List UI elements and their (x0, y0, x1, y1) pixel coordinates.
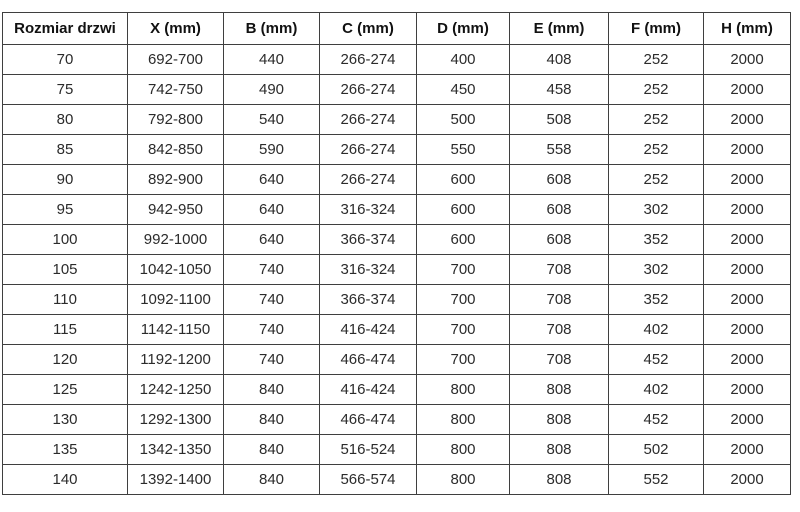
table-cell: 700 (417, 345, 510, 375)
table-cell: 600 (417, 165, 510, 195)
table-cell: 302 (609, 195, 704, 225)
table-cell: 352 (609, 225, 704, 255)
table-cell: 640 (224, 165, 320, 195)
table-cell: 840 (224, 465, 320, 495)
table-cell: 70 (3, 45, 128, 75)
table-cell: 2000 (704, 225, 791, 255)
table-cell: 566-574 (320, 465, 417, 495)
table-row (3, 165, 791, 195)
table-cell: 1142-1150 (128, 315, 224, 345)
table-cell: 1092-1100 (128, 285, 224, 315)
table-cell: 708 (510, 255, 609, 285)
table-cell: 600 (417, 195, 510, 225)
table-cell: 740 (224, 315, 320, 345)
table-cell: 1292-1300 (128, 405, 224, 435)
table-cell: 550 (417, 135, 510, 165)
table-cell: 2000 (704, 165, 791, 195)
table-cell: 552 (609, 465, 704, 495)
table-row (3, 225, 791, 255)
table-cell: 590 (224, 135, 320, 165)
column-header: B (mm) (224, 13, 320, 45)
table-cell: 352 (609, 285, 704, 315)
table-cell: 105 (3, 255, 128, 285)
table-cell: 466-474 (320, 405, 417, 435)
table-cell: 700 (417, 285, 510, 315)
table-cell: 266-274 (320, 135, 417, 165)
table-cell: 800 (417, 465, 510, 495)
table-cell: 692-700 (128, 45, 224, 75)
door-sizes-table-container (2, 12, 791, 495)
table-cell: 125 (3, 375, 128, 405)
table-cell: 252 (609, 45, 704, 75)
column-header: C (mm) (320, 13, 417, 45)
table-cell: 840 (224, 405, 320, 435)
table-cell: 110 (3, 285, 128, 315)
table-cell: 1242-1250 (128, 375, 224, 405)
column-header: F (mm) (609, 13, 704, 45)
table-cell: 252 (609, 75, 704, 105)
table-row (3, 285, 791, 315)
table-cell: 2000 (704, 315, 791, 345)
table-cell: 708 (510, 345, 609, 375)
column-header: H (mm) (704, 13, 791, 45)
table-cell: 840 (224, 435, 320, 465)
table-cell: 558 (510, 135, 609, 165)
table-cell: 1192-1200 (128, 345, 224, 375)
table-cell: 600 (417, 225, 510, 255)
table-cell: 2000 (704, 285, 791, 315)
table-cell: 402 (609, 375, 704, 405)
table-body (3, 45, 791, 495)
table-cell: 252 (609, 165, 704, 195)
table-cell: 450 (417, 75, 510, 105)
table-cell: 302 (609, 255, 704, 285)
table-cell: 640 (224, 225, 320, 255)
table-cell: 742-750 (128, 75, 224, 105)
column-header: X (mm) (128, 13, 224, 45)
table-cell: 2000 (704, 405, 791, 435)
table-cell: 640 (224, 195, 320, 225)
table-row (3, 195, 791, 225)
table-cell: 808 (510, 465, 609, 495)
table-cell: 252 (609, 105, 704, 135)
table-row (3, 435, 791, 465)
column-header: E (mm) (510, 13, 609, 45)
table-row (3, 105, 791, 135)
table-cell: 808 (510, 375, 609, 405)
table-cell: 130 (3, 405, 128, 435)
table-cell: 892-900 (128, 165, 224, 195)
table-cell: 1392-1400 (128, 465, 224, 495)
table-cell: 502 (609, 435, 704, 465)
table-cell: 708 (510, 315, 609, 345)
table-cell: 740 (224, 345, 320, 375)
table-cell: 135 (3, 435, 128, 465)
table-cell: 992-1000 (128, 225, 224, 255)
table-row (3, 345, 791, 375)
table-cell: 700 (417, 315, 510, 345)
table-cell: 792-800 (128, 105, 224, 135)
table-cell: 140 (3, 465, 128, 495)
table-cell: 416-424 (320, 315, 417, 345)
table-cell: 490 (224, 75, 320, 105)
column-header: D (mm) (417, 13, 510, 45)
table-cell: 366-374 (320, 285, 417, 315)
table-row (3, 75, 791, 105)
table-cell: 740 (224, 255, 320, 285)
table-cell: 402 (609, 315, 704, 345)
table-cell: 808 (510, 435, 609, 465)
table-header (3, 13, 791, 45)
table-cell: 608 (510, 165, 609, 195)
table-cell: 2000 (704, 255, 791, 285)
table-row (3, 255, 791, 285)
table-cell: 100 (3, 225, 128, 255)
table-cell: 2000 (704, 75, 791, 105)
door-sizes-table (2, 12, 791, 495)
table-cell: 2000 (704, 465, 791, 495)
table-cell: 840 (224, 375, 320, 405)
table-row (3, 465, 791, 495)
table-cell: 120 (3, 345, 128, 375)
table-cell: 516-524 (320, 435, 417, 465)
table-cell: 608 (510, 225, 609, 255)
table-cell: 608 (510, 195, 609, 225)
table-cell: 800 (417, 375, 510, 405)
table-cell: 266-274 (320, 165, 417, 195)
table-cell: 800 (417, 405, 510, 435)
table-cell: 90 (3, 165, 128, 195)
table-cell: 400 (417, 45, 510, 75)
table-cell: 508 (510, 105, 609, 135)
table-cell: 452 (609, 345, 704, 375)
table-cell: 266-274 (320, 105, 417, 135)
table-cell: 2000 (704, 45, 791, 75)
header-row (3, 13, 791, 45)
table-cell: 2000 (704, 105, 791, 135)
table-cell: 80 (3, 105, 128, 135)
table-cell: 458 (510, 75, 609, 105)
table-cell: 540 (224, 105, 320, 135)
table-row (3, 405, 791, 435)
table-cell: 452 (609, 405, 704, 435)
table-row (3, 45, 791, 75)
table-cell: 2000 (704, 375, 791, 405)
table-cell: 942-950 (128, 195, 224, 225)
table-cell: 842-850 (128, 135, 224, 165)
table-cell: 316-324 (320, 255, 417, 285)
table-row (3, 315, 791, 345)
table-cell: 2000 (704, 135, 791, 165)
table-cell: 440 (224, 45, 320, 75)
table-cell: 466-474 (320, 345, 417, 375)
table-cell: 75 (3, 75, 128, 105)
table-cell: 416-424 (320, 375, 417, 405)
table-cell: 708 (510, 285, 609, 315)
table-cell: 1342-1350 (128, 435, 224, 465)
table-cell: 2000 (704, 435, 791, 465)
table-cell: 740 (224, 285, 320, 315)
table-cell: 316-324 (320, 195, 417, 225)
table-cell: 700 (417, 255, 510, 285)
table-cell: 85 (3, 135, 128, 165)
table-cell: 266-274 (320, 45, 417, 75)
table-row (3, 135, 791, 165)
table-cell: 500 (417, 105, 510, 135)
table-cell: 800 (417, 435, 510, 465)
table-cell: 2000 (704, 345, 791, 375)
table-cell: 266-274 (320, 75, 417, 105)
table-cell: 366-374 (320, 225, 417, 255)
table-row (3, 375, 791, 405)
table-cell: 808 (510, 405, 609, 435)
column-header: Rozmiar drzwi (3, 13, 128, 45)
table-cell: 2000 (704, 195, 791, 225)
table-cell: 408 (510, 45, 609, 75)
table-cell: 252 (609, 135, 704, 165)
table-cell: 95 (3, 195, 128, 225)
table-cell: 1042-1050 (128, 255, 224, 285)
table-cell: 115 (3, 315, 128, 345)
